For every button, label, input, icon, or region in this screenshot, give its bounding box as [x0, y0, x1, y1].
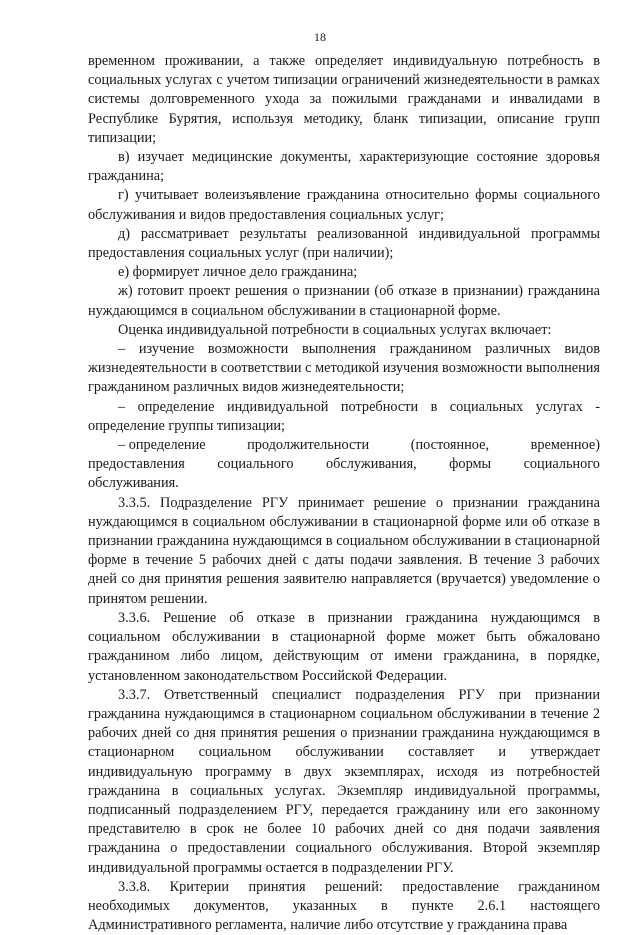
word: временное) [530, 437, 600, 454]
paragraph-item-g: г) учитывает волеизъявление гражданина относительно формы социального обслуживания и видов предоставления социальных услуг; [88, 187, 600, 223]
word: формы [449, 456, 492, 473]
word: социального [523, 456, 600, 473]
paragraph-3-3-8: 3.3.8. Критерии принятия решений: предоставление гражданином необходимых документов, указанных в пункте 2.6.1 настоящего Административного регламента, наличие либо отсутствие у гражданина права [88, 878, 600, 934]
paragraph-3-3-7: 3.3.7. Ответственный специалист подразделения РГУ при признании гражданина нуждающимся в стационарном социальном обслуживании в течение 2 рабочих дней со дня принятия решения о признании гражданина нуждающимся в стационарном социальном обслуживании составляет и утверждает индивидуальную программу в двух экземплярах, исходя из потребностей гражданина в социальных услугах. Экземпляр индивидуальной программы, подписанный подразделением РГУ, передается гражданину или его законному представителю в срок не более 10 рабочих дней со дня подачи заявления гражданина о предоставлении социального обслуживания. Второй экземпляр индивидуальной программы остается в подразделении РГУ. [88, 686, 600, 876]
page-number: 18 [314, 30, 326, 44]
paragraph-item-d: д) рассматривает результаты реализованной индивидуальной программы предоставления социальных услуг (при наличии); [88, 225, 600, 262]
paragraph-item-e: е) формирует личное дело гражданина; [118, 264, 358, 281]
paragraph-assessment-study: – изучение возможности выполнения гражданином различных видов жизнедеятельности в соответствии с методикой изучения возможности выполнения гражданином различных видов жизнедеятельности; [88, 341, 600, 396]
paragraph-3-3-6: 3.3.6. Решение об отказе в признании гражданина нуждающимся в социальном обслуживании в стационарной форме может быть обжаловано гражданином либо лицом, действующим от имени гражданина, в порядке, установленном законодательством Российской Федерации. [88, 609, 600, 684]
paragraph-assessment-duration-line-3: обслуживания. [88, 475, 179, 492]
paragraph-assessment-intro: Оценка индивидуальной потребности в социальных услугах включает: [118, 321, 552, 338]
paragraph-residence-continuation: временном проживании, а также определяет индивидуальную потребность в социальных услугах с учетом типизации ограничений жизнедеятельности в рамках системы долговременного ухода за пожилыми гражданами и инвалидами в Республике Бурятия, используя методику, бланк типизации, описание групп типизации; [88, 53, 600, 146]
document-body [88, 52, 600, 935]
paragraph-assessment-need: – определение индивидуальной потребности в социальных услугах - определение группы типизации; [88, 398, 600, 434]
word: продолжительности [247, 437, 370, 454]
word: предоставления [88, 456, 185, 473]
paragraph-3-3-5: 3.3.5. Подразделение РГУ принимает решение о признании гражданина нуждающимся в социальном обслуживании в стационарной форме или об отказе в признании гражданина нуждающимся в социальном обслуживании в стационарной форме в течение 5 рабочих дней с даты подачи заявления. В течение 3 рабочих дней со дня принятия решения заявителю направляется (вручается) уведомление о принятом решении. [88, 494, 600, 607]
paragraph-item-v: в) изучает медицинские документы, характеризующие состояние здоровья гражданина; [88, 149, 600, 185]
paragraph-assessment-duration-line-1 [88, 436, 600, 455]
word: обслуживания, [325, 456, 417, 473]
paragraph-assessment-duration-line-2 [88, 455, 600, 474]
word: социального [217, 456, 294, 473]
word: – определение [118, 437, 206, 454]
word: (постоянное, [410, 437, 490, 454]
paragraph-item-zh: ж) готовит проект решения о признании (об отказе в признании) гражданина нуждающимся в социальном обслуживании в стационарной форме. [88, 283, 600, 319]
